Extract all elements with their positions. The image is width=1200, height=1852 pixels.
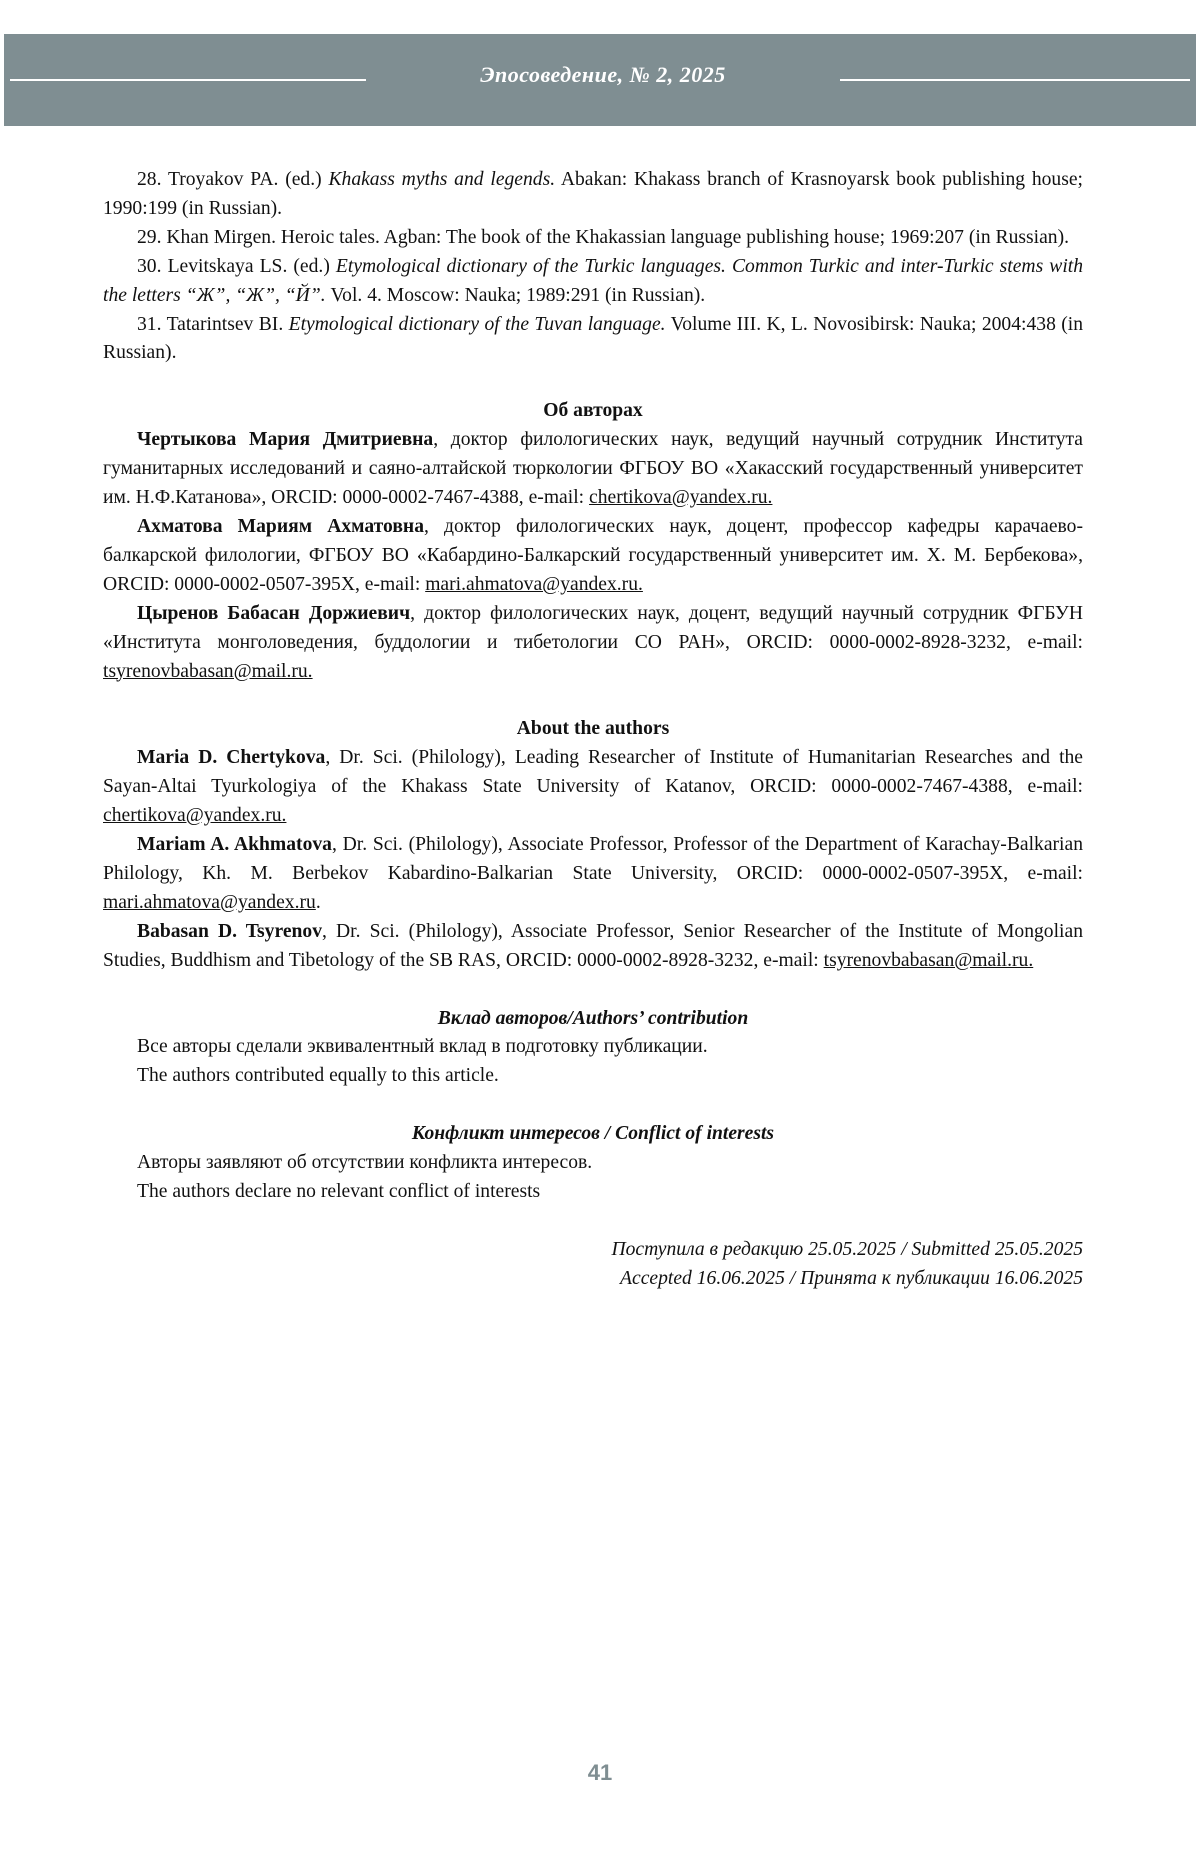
author-name: Чертыкова Мария Дмитриевна: [137, 429, 434, 451]
header-rule-right: [840, 79, 1190, 81]
reference-list: [103, 166, 1083, 368]
email-link[interactable]: chertikova@yandex.ru.: [103, 805, 287, 827]
page-number: 41: [587, 1760, 613, 1785]
author-entry: Цыренов Бабасан Доржиевич, доктор филологических наук, доцент, ведущий научный сотрудник ФГБУН «Института монголоведения, буддологии и тибетологии СО РАН», ORCID: 0000-0002-8928-3232, e-mail: tsyrenovbabasan@mail.ru.: [103, 602, 1083, 682]
author-entry: Чертыкова Мария Дмитриевна, доктор филологических наук, ведущий научный сотрудник Института гуманитарных исследований и саяно-алтайской тюркологии ФГБОУ ВО «Хакасский государственный университет им. Н.Ф.Катанова», ORCID: 0000-0002-7467-4388, e-mail: chertikova@yandex.ru.: [103, 429, 1083, 509]
author-name: Maria D. Chertykova: [137, 747, 326, 769]
reference-item: 31. Tatarintsev BI. Etymological dictionary of the Tuvan language. Volume III. K, L. Novosibirsk: Nauka; 2004:438 (in Russian).: [103, 313, 1084, 364]
author-entry: Maria D. Chertykova, Dr. Sci. (Philology), Leading Researcher of Institute of Humanitarian Researches and the Sayan-Altai Tyurkologiya of the Khakass State University of Katanov, ORCID: 0000-0002-7467-4388, e-mail: chertikova@yandex.ru.: [103, 747, 1084, 827]
section-heading: Конфликт интересов / Conflict of interests: [411, 1123, 775, 1145]
author-name: Ахматова Мариям Ахматовна: [137, 515, 424, 537]
statement-line: The authors contributed equally to this article.: [137, 1065, 499, 1087]
email-link[interactable]: mari.ahmatova@yandex.ru: [103, 891, 316, 913]
contribution-section: [103, 1005, 1083, 1092]
authors-en-section: [103, 715, 1083, 975]
reference-item: 30. Levitskaya LS. (ed.) Etymological dictionary of the Turkic languages. Common Turkic and inter-Turkic stems with the letters “Ж”, “Ж”, “Й”. Vol. 4. Moscow: Nauka; 1989:291 (in Russian).: [103, 255, 1083, 306]
authors-ru-section: [103, 397, 1083, 686]
dates-block: [103, 1236, 1083, 1294]
section-heading: Об авторах: [543, 400, 643, 422]
author-entry: Mariam A. Akhmatova, Dr. Sci. (Philology), Associate Professor, Professor of the Department of Karachay-Balkarian Philology, Kh. M. Berbekov Kabardino-Balkarian State University, ORCID: 0000-0002-0507-395X, e-mail: mari.ahmatova@yandex.ru.: [103, 834, 1083, 913]
journal-title: Эпосоведение, № 2, 2025: [480, 62, 726, 87]
author-name: Mariam A. Akhmatova: [137, 834, 332, 856]
author-name: Цыренов Бабасан Доржиевич: [137, 602, 411, 624]
section-heading: About the authors: [516, 718, 670, 740]
statement-line: The authors declare no relevant conflict of interests: [137, 1181, 541, 1203]
email-link[interactable]: chertikova@yandex.ru.: [589, 487, 773, 509]
author-name: Babasan D. Tsyrenov: [137, 920, 323, 942]
section-heading: Вклад авторов/Authors’ contribution: [437, 1007, 749, 1029]
statement-line: Все авторы сделали эквивалентный вклад в подготовку публикации.: [137, 1036, 708, 1058]
statement-line: Авторы заявляют об отсутствии конфликта интересов.: [137, 1152, 593, 1174]
reference-item: 28. Troyakov PA. (ed.) Khakass myths and legends. Abakan: Khakass branch of Krasnoyarsk book publishing house; 1990:199 (in Russian).: [103, 169, 1083, 219]
running-header: [4, 34, 1196, 126]
author-entry: Ахматова Мариям Ахматовна, доктор филологических наук, доцент, профессор кафедры карачаево-балкарской филологии, ФГБОУ ВО «Кабардино-Балкарский государственный университет им. Х. М. Бербекова», ORCID: 0000-0002-0507-395Х, e-mail: mari.ahmatova@yandex.ru.: [103, 515, 1083, 595]
email-link[interactable]: tsyrenovbabasan@mail.ru.: [823, 949, 1034, 971]
accepted-date: Accepted 16.06.2025 / Принята к публикации 16.06.2025: [620, 1267, 1083, 1289]
conflict-section: [103, 1120, 1083, 1207]
reference-item: 29. Khan Mirgen. Heroic tales. Agban: The book of the Khakassian language publishing house; 1969:207 (in Russian).: [137, 226, 1070, 248]
author-entry: Babasan D. Tsyrenov, Dr. Sci. (Philology), Associate Professor, Senior Researcher of the Institute of Mongolian Studies, Buddhism and Tibetology of the SB RAS, ORCID: 0000-0002-8928-3232, e-mail: tsyrenovbabasan@mail.ru.: [103, 920, 1083, 971]
email-link[interactable]: mari.ahmatova@yandex.ru.: [425, 573, 643, 595]
page-content: [103, 166, 1083, 1294]
header-rule-left: [10, 79, 366, 81]
email-link[interactable]: tsyrenovbabasan@mail.ru.: [103, 660, 313, 682]
submitted-date: Поступила в редакцию 25.05.2025 / Submitted 25.05.2025: [611, 1239, 1083, 1260]
